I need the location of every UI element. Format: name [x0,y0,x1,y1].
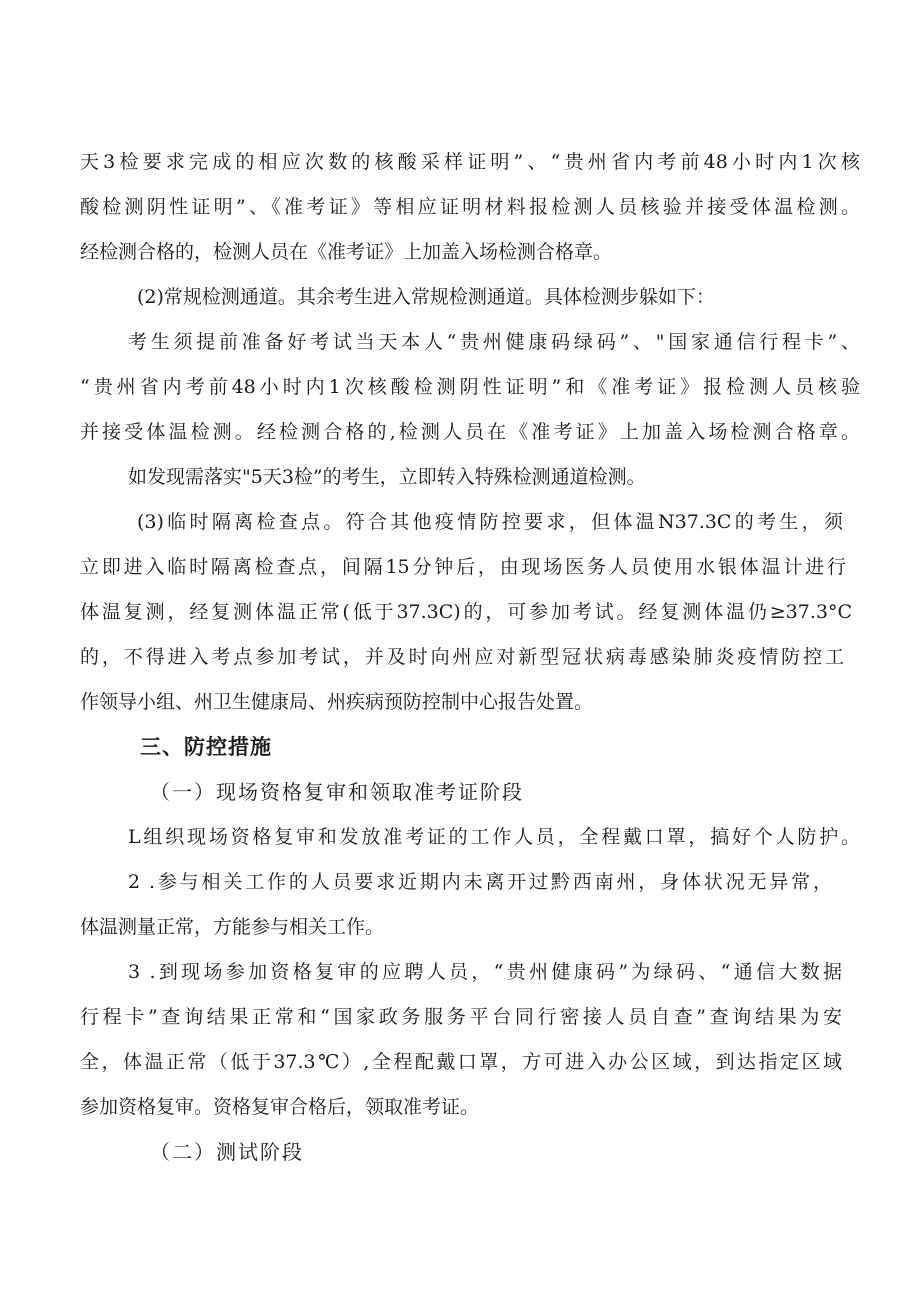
paragraph-line: 全，体温正常（低于37.3℃）,全程配戴口罩，方可进入办公区域，到达指定区域 [80,1051,842,1073]
paragraph-line: “贵州省内考前48小时内1次核酸检测阴性证明”和《准考证》报检测人员核验 [80,376,860,398]
list-item: 3 .到现场参加资格复审的应聘人员，“贵州健康码”为绿码、“通信大数据 [128,961,842,983]
paragraph-line: 考生须提前准备好考试当天本人“贵州健康码绿码”、"国家通信行程卡”、 [128,331,860,353]
paragraph-line: 立即进入临时隔离检查点，间隔15分钟后，由现场医务人员使用水银体温计进行 [80,556,846,578]
paragraph-line: 体温复测，经复测体温正常(低于37.3C)的，可参加考试。经复测体温仍≥37.3°C [80,601,852,623]
subsection-heading: （二）测试阶段 [150,1140,304,1164]
section-heading: 三、防控措施 [140,735,272,759]
subsection-heading: （一）现场资格复审和领取准考证阶段 [150,780,524,804]
paragraph-line: 参加资格复审。资格复审合格后，领取准考证。 [80,1096,480,1118]
paragraph-line: 行程卡”查询结果正常和“国家政务服务平台同行密接人员自查”查询结果为安 [80,1006,842,1028]
paragraph-line: 体温测量正常，方能参与相关工作。 [80,916,385,938]
list-item: 2 .参与相关工作的人员要求近期内未离开过黔西南州，身体状况无异常， [128,871,832,893]
paragraph-line: 并接受体温检测。经检测合格的,检测人员在《准考证》上加盖入场检测合格章。 [80,421,860,443]
paragraph-line: 作领导小组、州卫生健康局、州疾病预防控制中心报告处置。 [80,691,594,713]
paragraph-line: 经检测合格的，检测人员在《准考证》上加盖入场检测合格章。 [80,241,613,263]
paragraph-line: 酸检测阴性证明”、《准考证》等相应证明材料报检测人员核验并接受体温检测。 [80,196,860,218]
paragraph-line: 的，不得进入考点参加考试，并及时向州应对新型冠状病毒感染肺炎疫情防控工 [80,646,844,668]
paragraph-line: 天3检要求完成的相应次数的核酸采样证明”、“贵州省内考前48小时内1次核 [80,151,860,173]
list-item: L组织现场资格复审和发放准考证的工作人员，全程戴口罩，搞好个人防护。 [128,826,860,848]
paragraph-line: (3)临时隔离检查点。符合其他疫情防控要求，但体温N37.3C的考生，须 [137,511,843,533]
paragraph-line: 如发现需落实"5天3检”的考生，立即转入特殊检测通道检测。 [128,466,646,488]
paragraph-line: (2)常规检测通道。其余考生进入常规检测通道。具体检测步躲如下： [137,286,715,308]
